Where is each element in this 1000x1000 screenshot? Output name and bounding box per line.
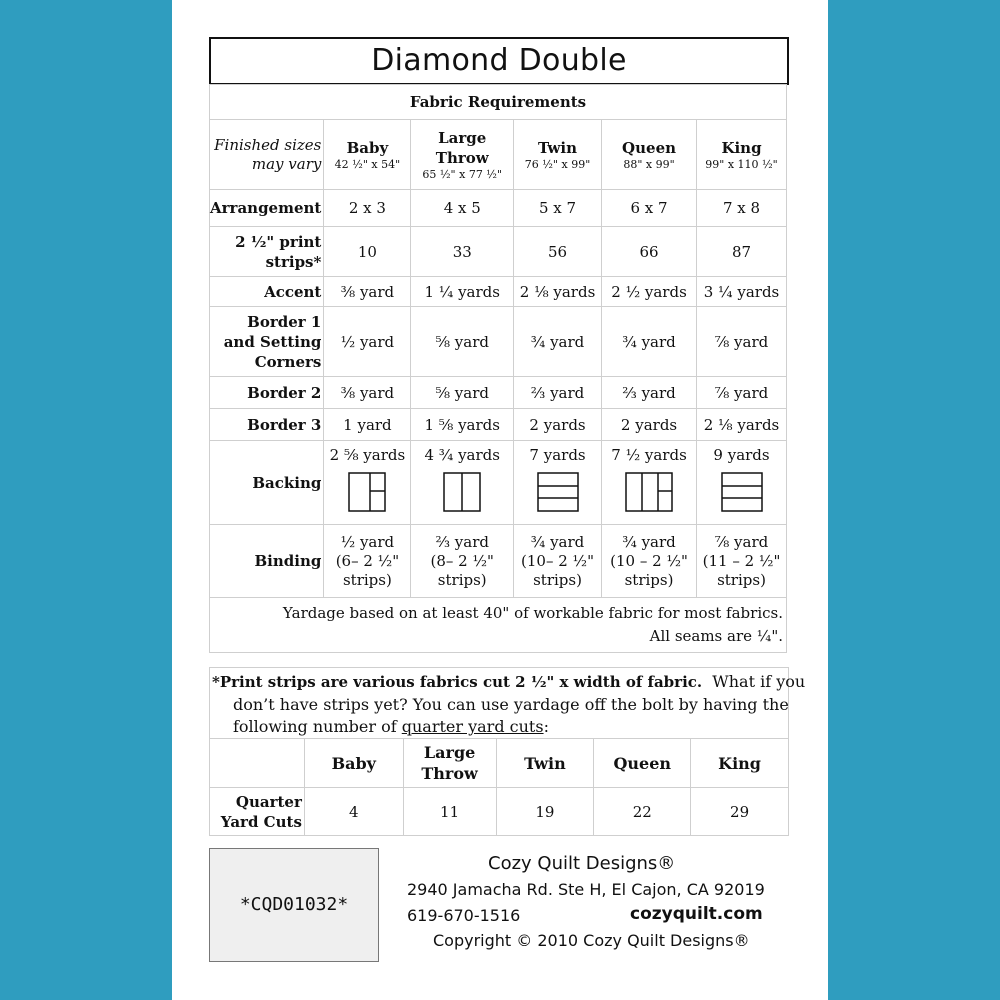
pattern-title: Diamond Double (209, 37, 789, 85)
cell: 2 ½ yards (602, 277, 697, 307)
cell: 11 (403, 788, 496, 836)
cell: 9 yards (697, 441, 787, 525)
qc-header-blank (210, 739, 305, 788)
qc-values-row (210, 788, 789, 836)
yardage-footnote: Yardage based on at least 40" of workable fabric for most fabrics. All seams are ¼". (210, 598, 787, 653)
cell: ½ yard (324, 307, 411, 377)
row-label: Accent (210, 277, 324, 307)
row-label: Binding (210, 525, 324, 598)
row-label: Border 1 and Setting Corners (210, 307, 324, 377)
quarter-yard-cuts-underlined: quarter yard cuts (401, 717, 544, 736)
backing-diagram-twin (537, 472, 579, 512)
cell: 22 (594, 788, 691, 836)
table-title: Fabric Requirements (210, 85, 787, 120)
row-label: Arrangement (210, 190, 324, 227)
border2-row (210, 377, 787, 409)
qc-header-row (210, 739, 789, 788)
sizes-row (210, 120, 787, 190)
cell: ⅞ yard (697, 307, 787, 377)
cell: ¾ yard (514, 307, 602, 377)
size-header-queen: Queen 88" x 99" (602, 120, 697, 190)
backing-diagram-baby (348, 472, 386, 512)
qc-header-large-throw: Large Throw (403, 739, 496, 788)
print-strips-row (210, 227, 787, 277)
copyright-notice: Copyright © 2010 Cozy Quilt Designs® (433, 931, 750, 950)
cell: 1 yard (324, 409, 411, 441)
cell: 4 (304, 788, 403, 836)
finished-sizes-note: Finished sizes may vary (210, 120, 324, 190)
table-header-row (210, 85, 787, 120)
cell: ⅜ yard (324, 277, 411, 307)
publisher-website[interactable]: cozyquilt.com (630, 904, 763, 924)
cell: 7 ½ yards (602, 441, 697, 525)
cell: ⅞ yard (697, 377, 787, 409)
cell: 7 yards (514, 441, 602, 525)
binding-row (210, 525, 787, 598)
print-strips-note: *Print strips are various fabrics cut 2 ½" x width of fabric. What if you don’t have strips yet? You can use yardage off the bolt by having the following number of quarter yard cuts: (209, 667, 789, 738)
cell: ⅜ yard (324, 377, 411, 409)
size-header-large-throw: Large Throw 65 ½" x 77 ½" (411, 120, 514, 190)
cell: ⅔ yard (8– 2 ½" strips) (411, 525, 514, 598)
cell: 29 (691, 788, 789, 836)
cell: 2 ⅛ yards (514, 277, 602, 307)
fabric-requirements-table (209, 84, 787, 653)
row-label: Quarter Yard Cuts (210, 788, 305, 836)
cell: 6 x 7 (602, 190, 697, 227)
border3-row (210, 409, 787, 441)
qc-header-king: King (691, 739, 789, 788)
cell: 2 yards (602, 409, 697, 441)
row-label: Backing (210, 441, 324, 525)
strips-note-bold: *Print strips are various fabrics cut 2 ½" x width of fabric. (212, 673, 703, 691)
cell: 2 ⅛ yards (697, 409, 787, 441)
arrangement-row (210, 190, 787, 227)
qc-header-queen: Queen (594, 739, 691, 788)
cell: 66 (602, 227, 697, 277)
footnote-row (210, 598, 787, 653)
cell: 4 x 5 (411, 190, 514, 227)
cell: 3 ¼ yards (697, 277, 787, 307)
publisher-address: 2940 Jamacha Rd. Ste H, El Cajon, CA 92019 (407, 880, 765, 899)
publisher-phone: 619-670-1516 (407, 906, 521, 925)
border1-row (210, 307, 787, 377)
cell: 2 ⅝ yards (324, 441, 411, 525)
cell: 1 ¼ yards (411, 277, 514, 307)
cell: 10 (324, 227, 411, 277)
cell: ⅞ yard (11 – 2 ½" strips) (697, 525, 787, 598)
row-label: Border 3 (210, 409, 324, 441)
cell: 33 (411, 227, 514, 277)
cell: 2 x 3 (324, 190, 411, 227)
cell: 87 (697, 227, 787, 277)
backing-diagram-king (721, 472, 763, 512)
cell: ¾ yard (10 – 2 ½" strips) (602, 525, 697, 598)
cell: ⅝ yard (411, 307, 514, 377)
cell: 4 ¾ yards (411, 441, 514, 525)
quarter-yard-cuts-table (209, 738, 789, 836)
cell: ½ yard (6– 2 ½" strips) (324, 525, 411, 598)
qc-header-twin: Twin (496, 739, 594, 788)
size-header-baby: Baby 42 ½" x 54" (324, 120, 411, 190)
cell: ¾ yard (602, 307, 697, 377)
cell: 1 ⅝ yards (411, 409, 514, 441)
cell: 2 yards (514, 409, 602, 441)
cell: ⅝ yard (411, 377, 514, 409)
row-label: 2 ½" print strips* (210, 227, 324, 277)
cell: 7 x 8 (697, 190, 787, 227)
sku-barcode-box: *CQD01032* (209, 848, 379, 962)
backing-diagram-large-throw (443, 472, 481, 512)
qc-header-baby: Baby (304, 739, 403, 788)
cell: 5 x 7 (514, 190, 602, 227)
cell: 19 (496, 788, 594, 836)
accent-row (210, 277, 787, 307)
size-header-king: King 99" x 110 ½" (697, 120, 787, 190)
pattern-back-page (172, 0, 828, 1000)
row-label: Border 2 (210, 377, 324, 409)
backing-row (210, 441, 787, 525)
cell: 56 (514, 227, 602, 277)
cell: ¾ yard (10– 2 ½" strips) (514, 525, 602, 598)
publisher-name: Cozy Quilt Designs® (488, 853, 676, 874)
backing-diagram-queen (625, 472, 673, 512)
size-header-twin: Twin 76 ½" x 99" (514, 120, 602, 190)
cell: ⅔ yard (602, 377, 697, 409)
cell: ⅔ yard (514, 377, 602, 409)
